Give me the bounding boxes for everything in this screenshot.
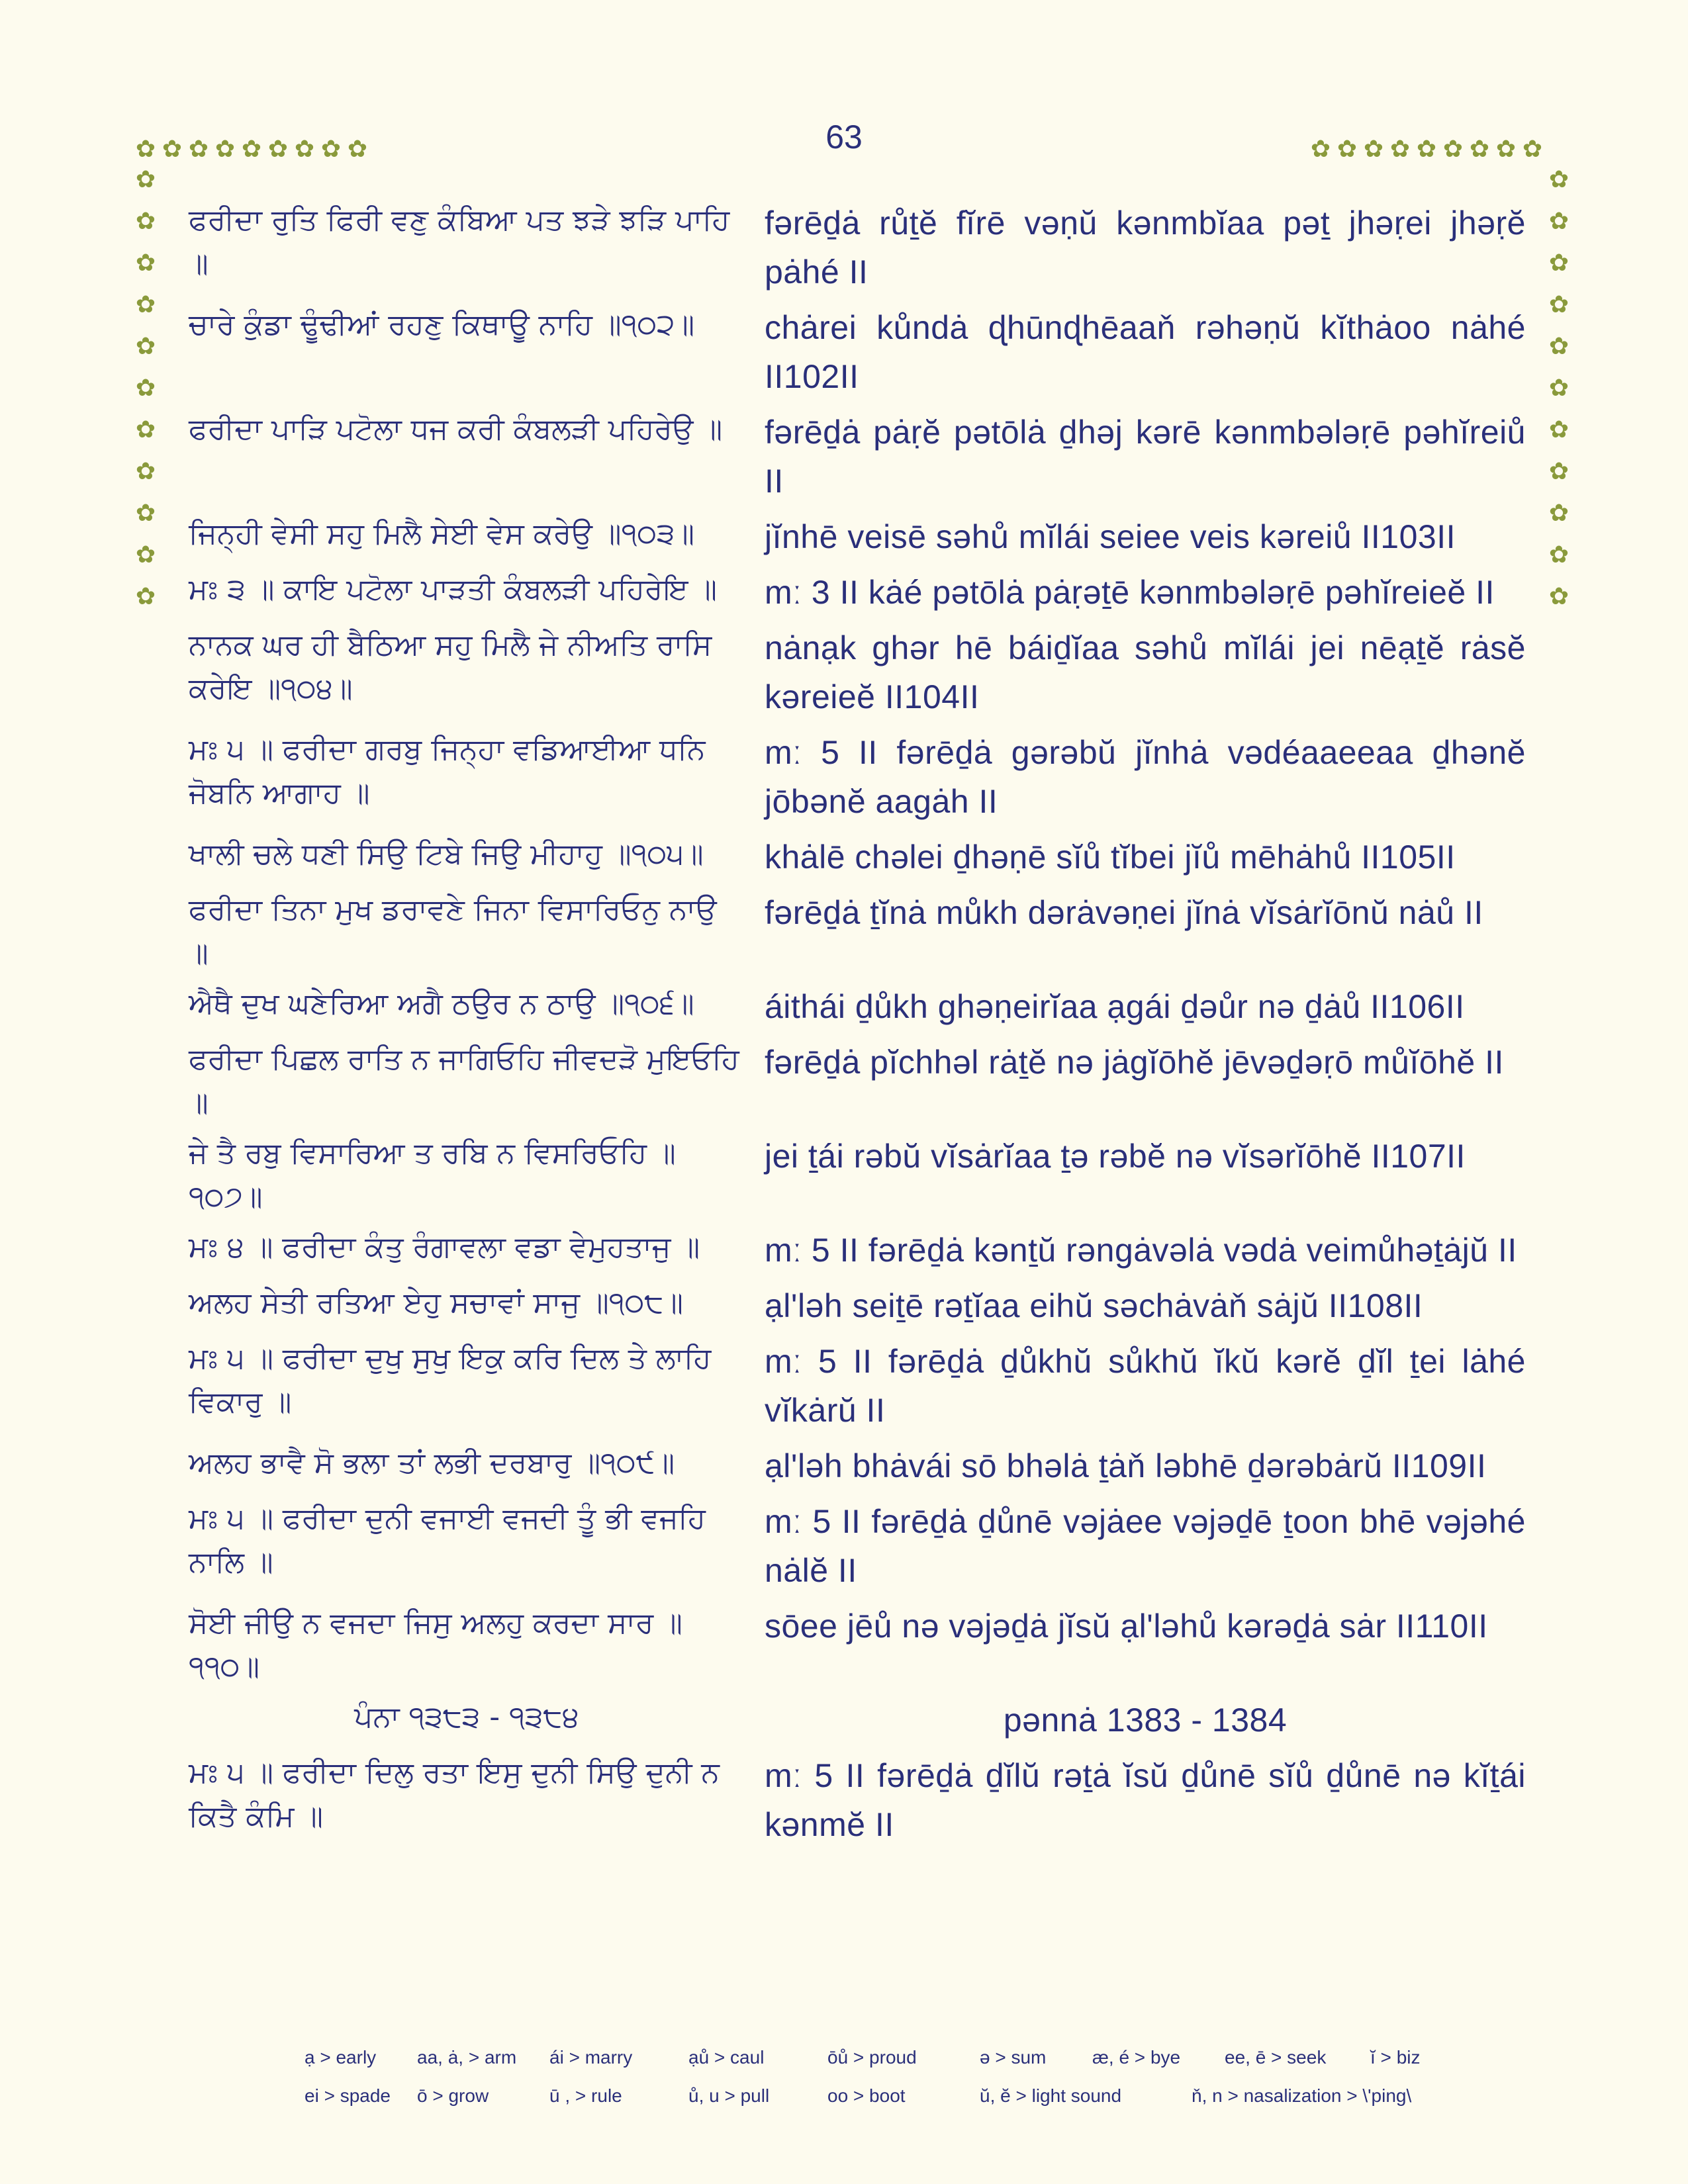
flower-icon: ✿ [1495,136,1517,163]
verse-row [189,1337,1532,1435]
gurmukhi-text: ਮਃ ੫ ॥ ਫਰੀਦਾ ਦੁਨੀ ਵਜਾਈ ਵਜਦੀ ਤੂੰ ਭੀ ਵਜਹਿ ਨਾਲਿ ॥ [189,1502,706,1579]
transliteration-text: mː 5 II fərēḏȧ gərəbŭ jĭnhȧ vədéaaeeaa ḏhənĕ jōbənĕ aagȧh II [765,734,1526,820]
transliteration-text: fərēḏȧ růṯĕ fĭrē vəṇŭ kənmbĭaa pəṯ jhəṛei jhəṛĕ pȧhé II [765,205,1526,291]
flower-icon: ✿ [1416,136,1437,163]
gurmukhi-text: ਜਿਨ੍ਹੀ ਵੇਸੀ ਸਹੁ ਮਿਲੈ ਸੇਈ ਵੇਸ ਕਰੇਉ ॥੧੦੩॥ [189,517,695,551]
legend-row [305,2038,1496,2077]
flower-icon: ✿ [135,291,156,318]
verse-table [189,199,1532,1856]
verse-row [189,408,1532,506]
gurmukhi-text: ਫਰੀਦਾ ਪਾੜਿ ਪਟੋਲਾ ਧਜ ਕਰੀ ਕੰਬਲੜੀ ਪਹਿਰੇਉ ॥ [189,412,723,446]
transliteration-text: sōee jēů nə vəjəḏȧ jĭsŭ ạl'ləhů kərəḏȧ sȧr II110II [765,1608,1488,1645]
legend-row [305,2077,1496,2115]
flower-icon: ✿ [135,166,156,193]
transliteration-text: khȧlē chəlei ḏhəṇē sĭů tĭbei jĭů mēhȧhů II105II [765,839,1456,876]
heading-transliteration: pənnȧ 1383 - 1384 [1003,1702,1288,1739]
flower-border-left [132,159,159,617]
flower-icon: ✿ [241,136,262,163]
flower-icon: ✿ [1548,208,1570,235]
gurmukhi-text: ਸੋਈ ਜੀਉ ਨ ਵਜਦਾ ਜਿਸੁ ਅਲਹੁ ਕਰਦਾ ਸਾਰ ॥੧੧੦॥ [189,1606,682,1684]
verse-row [189,888,1532,976]
verse-row [189,1226,1532,1275]
legend-item: ōů > proud [827,2047,917,2068]
flower-icon: ✿ [1548,541,1570,569]
verse-row [189,623,1532,721]
flower-icon: ✿ [1310,136,1331,163]
gurmukhi-text: ਅਲਹ ਸੇਤੀ ਰਤਿਆ ਏਹੁ ਸਚਾਵਾਂ ਸਾਜੁ ॥੧੦੮॥ [189,1286,683,1320]
flower-icon: ✿ [1336,136,1358,163]
flower-icon: ✿ [1522,136,1543,163]
flower-border-top-right [1307,132,1546,165]
transliteration-text: fərēḏȧ pĭchhəl rȧṯĕ nə jȧgĭōhĕ jēvəḏəṛō můĭōhĕ II [765,1044,1504,1081]
page-range-heading [189,1696,1532,1745]
flower-icon: ✿ [188,136,209,163]
verse-row [189,728,1532,826]
gurmukhi-text: ਐਥੈ ਦੁਖ ਘਣੇਰਿਆ ਅਗੈ ਠਉਰ ਨ ਠਾਉ ॥੧੦੬॥ [189,987,694,1021]
flower-icon: ✿ [267,136,289,163]
transliteration-text: mː 5 II fərēḏȧ kənṯŭ rəngȧvəlȧ vədȧ veimůhəṯȧjŭ II [765,1232,1517,1269]
verse-row [189,199,1532,296]
verse-row [189,1038,1532,1125]
flower-icon: ✿ [135,333,156,360]
flower-icon: ✿ [320,136,342,163]
transliteration-text: áithái ḏůkh ghəṇeirĭaa ạgái ḏəůr nə ḏȧů II106II [765,988,1465,1025]
legend-item: ee, ē > seek [1225,2047,1327,2068]
verse-row [189,982,1532,1031]
flower-icon: ✿ [1548,166,1570,193]
verse-row [189,1751,1532,1849]
flower-icon: ✿ [135,541,156,569]
verse-row [189,568,1532,617]
flower-icon: ✿ [1363,136,1384,163]
flower-icon: ✿ [1548,583,1570,610]
verse-row [189,1132,1532,1219]
gurmukhi-text: ਮਃ ੩ ॥ ਕਾਇ ਪਟੋਲਾ ਪਾੜਤੀ ਕੰਬਲੜੀ ਪਹਿਰੇਇ ॥ [189,572,718,606]
gurmukhi-text: ਜੇ ਤੈ ਰਬੁ ਵਿਸਾਰਿਆ ਤ ਰਬਿ ਨ ਵਿਸਰਿਓਹਿ ॥੧੦੭॥ [189,1136,676,1214]
legend-item: ů, u > pull [688,2085,770,2106]
gurmukhi-text: ਅਲਹ ਭਾਵੈ ਸੋ ਭਲਾ ਤਾਂ ਲਭੀ ਦਰਬਾਰੁ ॥੧੦੯॥ [189,1446,675,1480]
gurmukhi-text: ਮਃ ੪ ॥ ਫਰੀਦਾ ਕੰਤੁ ਰੰਗਾਵਲਾ ਵਡਾ ਵੇਮੁਹਤਾਜੁ ॥ [189,1230,700,1264]
flower-icon: ✿ [135,500,156,527]
flower-icon: ✿ [1548,291,1570,318]
gurmukhi-text: ਮਃ ੫ ॥ ਫਰੀਦਾ ਦਿਲੁ ਰਤਾ ਇਸੁ ਦੁਨੀ ਸਿਉ ਦੁਨੀ ਨ ਕਿਤੈ ਕੰਮਿ ॥ [189,1756,720,1833]
flower-icon: ✿ [1442,136,1464,163]
pronunciation-legend [305,2038,1496,2115]
flower-icon: ✿ [1548,333,1570,360]
flower-border-top-left [132,132,371,165]
legend-item: ạů > caul [688,2047,765,2068]
flower-icon: ✿ [347,136,368,163]
flower-icon: ✿ [1469,136,1490,163]
legend-item: ə > sum [980,2047,1047,2068]
transliteration-text: jĭnhē veisē səhů mĭlái seiee veis kəreiů II103II [765,518,1456,555]
transliteration-text: ạl'ləh bhȧvái sō bhəlȧ ṯȧň ləbhē ḏərəbȧrŭ II109II [765,1447,1487,1484]
gurmukhi-text: ਮਃ ੫ ॥ ਫਰੀਦਾ ਦੁਖੁ ਸੁਖੁ ਇਕੁ ਕਰਿ ਦਿਲ ਤੇ ਲਾਹਿ ਵਿਕਾਰੁ ॥ [189,1342,712,1419]
gurmukhi-text: ਫਰੀਦਾ ਰੁਤਿ ਫਿਰੀ ਵਣੁ ਕੰਬਿਆ ਪਤ ਝੜੇ ਝੜਿ ਪਾਹਿ ॥ [189,203,730,281]
legend-item: oo > boot [827,2085,906,2106]
flower-border-right [1546,159,1572,617]
legend-item: ō > grow [417,2085,489,2106]
flower-icon: ✿ [294,136,315,163]
verse-row [189,833,1532,882]
gurmukhi-text: ਫਰੀਦਾ ਤਿਨਾ ਮੁਖ ਡਰਾਵਣੇ ਜਿਨਾ ਵਿਸਾਰਿਓਨੁ ਨਾਉ ॥ [189,893,717,970]
transliteration-text: jei ṯái rəbŭ vĭsȧrĭaa ṯə rəbĕ nə vĭsərĭōhĕ II107II [765,1138,1466,1175]
legend-item: aa, ȧ, > arm [417,2047,517,2068]
transliteration-text: mː 5 II fərēḏȧ ḏůnē vəjȧee vəjəḏē ṯoon bhē vəjəhé nȧlĕ II [765,1503,1526,1589]
heading-gurmukhi: ਪੰਨਾ ੧੩੮੩ - ੧੩੮੪ [354,1700,579,1734]
transliteration-text: chȧrei kůndȧ ɖhūnɖhēaaň rəhəṇŭ kĭthȧoo nȧhé II102II [765,309,1526,395]
flower-icon: ✿ [135,416,156,443]
flower-icon: ✿ [135,136,156,163]
flower-icon: ✿ [135,458,156,485]
verse-row [189,303,1532,401]
flower-icon: ✿ [135,208,156,235]
gurmukhi-text: ਨਾਨਕ ਘਰ ਹੀ ਬੈਠਿਆ ਸਹੁ ਮਿਲੈ ਜੇ ਨੀਅਤਿ ਰਾਸਿ ਕਰੇਇ ॥੧੦੪॥ [189,628,712,705]
flower-icon: ✿ [1548,250,1570,277]
verse-row [189,1602,1532,1689]
flower-icon: ✿ [214,136,236,163]
verse-row [189,1281,1532,1330]
legend-item: ái > marry [549,2047,633,2068]
flower-icon: ✿ [1548,458,1570,485]
flower-icon: ✿ [135,250,156,277]
flower-icon: ✿ [135,375,156,402]
legend-item: ň, n > nasalization > \'ping\ [1192,2085,1412,2106]
transliteration-text: nȧnạk ghər hē báiḏĭaa səhů mĭlái jei nēạṯĕ rȧsĕ kəreieĕ II104II [765,629,1526,715]
legend-item: ạ > early [305,2047,377,2068]
legend-item: ĭ > biz [1370,2047,1421,2068]
flower-icon: ✿ [1389,136,1411,163]
legend-item: ū , > rule [549,2085,622,2106]
page-number: 63 [825,118,863,156]
transliteration-text: mː 3 II kȧé pətōlȧ pȧṛəṯē kənmbələṛē pəhĭreieĕ II [765,574,1495,611]
flower-icon: ✿ [1548,375,1570,402]
transliteration-text: mː 5 II fərēḏȧ ḏůkhŭ sůkhŭ ĭkŭ kərĕ ḏĭl ṯei lȧhé vĭkȧrŭ II [765,1343,1526,1429]
flower-icon: ✿ [162,136,183,163]
legend-item: ei > spade [305,2085,391,2106]
transliteration-text: fərēḏȧ pȧṛĕ pətōlȧ ḏhəj kərē kənmbələṛē pəhĭreiů II [765,414,1526,500]
verse-row [189,512,1532,561]
gurmukhi-text: ਮਃ ੫ ॥ ਫਰੀਦਾ ਗਰਬੁ ਜਿਨ੍ਹਾ ਵਡਿਆਈਆ ਧਨਿ ਜੋਬਨਿ ਆਗਾਹ ॥ [189,733,706,810]
legend-item: æ, é > bye [1092,2047,1181,2068]
verse-row [189,1441,1532,1490]
legend-item: ŭ, ĕ > light sound [980,2085,1122,2106]
transliteration-text: ạl'ləh seiṯē rəṯĭaa eihŭ səchȧvȧň sȧjŭ II108II [765,1287,1423,1324]
verse-row [189,1497,1532,1595]
flower-icon: ✿ [1548,500,1570,527]
gurmukhi-text: ਖਾਲੀ ਚਲੇ ਧਣੀ ਸਿਉ ਟਿਬੇ ਜਿਉ ਮੀਹਾਹੁ ॥੧੦੫॥ [189,837,704,871]
flower-icon: ✿ [1548,416,1570,443]
flower-icon: ✿ [135,583,156,610]
gurmukhi-text: ਫਰੀਦਾ ਪਿਛਲ ਰਾਤਿ ਨ ਜਾਗਿਓਹਿ ਜੀਵਦੜੋ ਮੁਇਓਹਿ ॥ [189,1042,739,1120]
transliteration-text: fərēḏȧ ṯĭnȧ můkh dərȧvəṇei jĭnȧ vĭsȧrĭōnŭ nȧů II [765,894,1483,931]
transliteration-text: mː 5 II fərēḏȧ ḏĭlŭ rəṯȧ ĭsŭ ḏůnē sĭů ḏůnē nə kĭṯái kənmĕ II [765,1757,1526,1843]
gurmukhi-text: ਚਾਰੇ ਕੁੰਡਾ ਢੂੰਢੀਆਂ ਰਹਣੁ ਕਿਥਾਊ ਨਾਹਿ ॥੧੦੨॥ [189,308,695,341]
